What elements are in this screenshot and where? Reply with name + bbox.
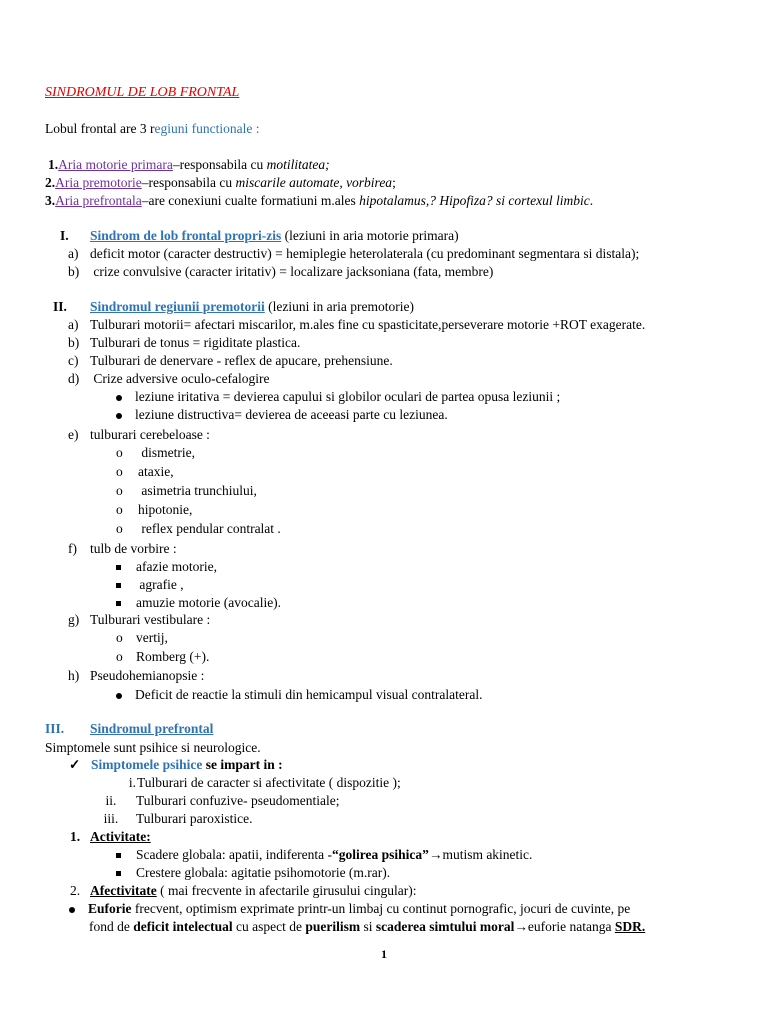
section-title[interactable]: Sindromul regiunii premotorii <box>90 299 265 314</box>
region-num: 1. <box>48 157 59 172</box>
circle-bullet: o <box>116 521 123 536</box>
check-icon: ✓ <box>69 757 81 772</box>
region-link[interactable]: Aria motorie primara <box>58 157 173 172</box>
intro-highlight: egiuni functionale <box>154 121 253 136</box>
sub-text: agrafie , <box>136 577 184 592</box>
sub-text: asimetria trunchiului, <box>138 483 257 498</box>
sub-item <box>116 520 281 538</box>
circle-bullet: o <box>116 445 123 460</box>
euforie-text: euforie natanga <box>527 919 615 934</box>
square-bullet-icon <box>116 565 121 570</box>
sub-text: dismetrie, <box>138 445 195 460</box>
item-label: a) <box>68 246 79 261</box>
region-link[interactable]: Aria premotorie <box>55 175 142 190</box>
circle-bullet: o <box>116 483 123 498</box>
sub-item <box>116 444 195 462</box>
sub-item <box>116 686 483 704</box>
page-number: 1 <box>381 947 387 961</box>
roman-item <box>93 810 252 828</box>
roman-label: ii. <box>105 793 117 808</box>
roman-label: i. <box>128 775 136 790</box>
psih-rest: se impart in : <box>202 757 283 772</box>
sub-item <box>116 482 257 500</box>
psih-title: Simptomele psihice <box>91 757 203 772</box>
item-text: Pseudohemianopsie : <box>90 668 205 683</box>
region-link[interactable]: Aria prefrontala <box>55 193 142 208</box>
euforie-bold: deficit intelectual <box>133 919 233 934</box>
afect-note: ( mai frecvente in afectarile girusului cingular): <box>156 883 417 898</box>
region-sep: –responsabila cu <box>172 157 267 172</box>
bullet-icon <box>69 907 75 913</box>
sub-item <box>116 846 532 864</box>
section-3-heading <box>45 720 213 738</box>
afect-num: 2. <box>70 883 81 898</box>
list-item <box>68 611 210 629</box>
circle-bullet: o <box>116 630 123 645</box>
region-end: ; <box>392 175 396 190</box>
activity-title: Activitate: <box>90 829 151 844</box>
list-item <box>68 263 493 281</box>
sub-text: Deficit de reactie la stimuli din hemicampul visual contralateral. <box>135 687 483 702</box>
section-num: I. <box>60 228 69 243</box>
region-3 <box>45 192 593 210</box>
sub-item <box>116 576 184 594</box>
activity-heading <box>70 828 151 846</box>
region-end: . <box>589 193 594 208</box>
euforie-bold: scaderea simtului moral <box>375 919 515 934</box>
square-bullet-icon <box>116 583 121 588</box>
item-text: Tulburari motorii= afectari miscarilor, m.ales fine cu spasticitate,perseverare motorie +ROT exagerate. <box>90 317 646 332</box>
sub-text: amuzie motorie (avocalie). <box>136 595 282 610</box>
checklist-item <box>69 756 283 774</box>
item-text: tulb de vorbire : <box>90 541 177 556</box>
sub-text: mutism akinetic. <box>442 847 533 862</box>
section-title[interactable]: Sindromul prefrontal <box>90 721 214 736</box>
item-label: c) <box>68 353 79 368</box>
list-item <box>68 245 639 263</box>
euforie-line-2 <box>89 918 645 936</box>
item-text: Crize adversive oculo-cefalogire <box>90 371 270 386</box>
region-sep: –are conexiuni cualte formatiuni m.ales <box>141 193 360 208</box>
list-item <box>68 540 177 558</box>
intro-end: : <box>252 121 260 136</box>
region-1 <box>48 156 330 174</box>
section-num: II. <box>53 299 67 314</box>
sub-text: vertij, <box>136 630 168 645</box>
item-text: deficit motor (caracter destructiv) = hemiplegie heterolaterala (cu predominant segmentara si distala); <box>90 246 640 261</box>
sub-text: Scadere globala: apatii, indiferenta - <box>136 847 333 862</box>
euforie-text: cu aspect de <box>232 919 306 934</box>
section-1-heading <box>60 227 459 245</box>
list-item <box>68 316 645 334</box>
sub-item <box>116 388 560 406</box>
square-bullet-icon <box>116 853 121 858</box>
afect-title: Afectivitate <box>90 883 157 898</box>
arrow-icon: → <box>428 847 443 862</box>
sub-text: leziune distructiva= devierea de aceeasi parte cu leziunea. <box>135 407 448 422</box>
afect-heading <box>70 882 416 900</box>
bullet-icon <box>116 395 122 401</box>
region-2 <box>45 174 396 192</box>
item-text: Tulburari de denervare - reflex de apucare, prehensiune. <box>90 353 393 368</box>
euforie-line-1 <box>68 900 630 918</box>
intro-line <box>45 120 259 138</box>
sub-item <box>116 463 174 481</box>
item-text: Tulburari de tonus = rigiditate plastica. <box>90 335 301 350</box>
bullet-icon <box>116 413 122 419</box>
circle-bullet: o <box>116 649 123 664</box>
item-label: b) <box>68 264 80 279</box>
euforie-bold: SDR. <box>614 919 646 934</box>
item-label: g) <box>68 612 80 627</box>
list-item <box>68 426 210 444</box>
region-num: 3. <box>45 193 56 208</box>
sub-text: afazie motorie, <box>136 559 217 574</box>
region-detail: miscarile automate, vorbirea <box>235 175 393 190</box>
section-note: (leziuni in aria motorie primara) <box>281 228 459 243</box>
item-text: tulburari cerebeloase : <box>90 427 210 442</box>
euforie-text: fond de <box>89 919 134 934</box>
list-item <box>68 370 270 388</box>
sub-text: reflex pendular contralat . <box>138 521 281 536</box>
euforie-text: frecvent, optimism exprimate printr-un limbaj cu continut pornografic, jocuri de cuvinte, pe <box>131 901 631 916</box>
section-2-heading <box>53 298 414 316</box>
square-bullet-icon <box>116 871 121 876</box>
sub-item <box>116 501 192 519</box>
activity-num: 1. <box>70 829 81 844</box>
sub-text: hipotonie, <box>138 502 193 517</box>
circle-bullet: o <box>116 502 123 517</box>
item-label: b) <box>68 335 80 350</box>
sub-text: ataxie, <box>138 464 174 479</box>
arrow-icon: → <box>514 919 528 934</box>
item-text: Tulburari vestibulare : <box>90 612 211 627</box>
circle-bullet: o <box>116 464 123 479</box>
sub-item <box>116 648 209 666</box>
sub-text: leziune iritativa = devierea capului si globilor oculari de partea opusa leziunii ; <box>135 389 561 404</box>
sub-text: Romberg (+). <box>136 649 210 664</box>
section-note: (leziuni in aria premotorie) <box>264 299 414 314</box>
intro-text: Lobul frontal are 3 r <box>45 121 155 136</box>
region-sep: –responsabila cu <box>141 175 236 190</box>
section-num: III. <box>45 721 65 736</box>
list-item <box>68 334 300 352</box>
roman-label: iii. <box>103 811 119 826</box>
roman-text: Tulburari confuzive- pseudomentiale; <box>136 793 340 808</box>
sub-text: Crestere globala: agitatie psihomotorie (m.rar). <box>136 865 391 880</box>
euforie-text: si <box>360 919 376 934</box>
item-label: h) <box>68 668 80 683</box>
roman-text: Tulburari de caracter si afectivitate ( dispozitie ); <box>137 775 401 790</box>
section-3-intro: Simptomele sunt psihice si neurologice. <box>45 740 261 755</box>
euforie-bold: Euforie <box>88 901 132 916</box>
list-item <box>68 352 393 370</box>
roman-text: Tulburari paroxistice. <box>136 811 253 826</box>
sub-item <box>116 629 168 647</box>
item-label: d) <box>68 371 80 386</box>
sub-item <box>116 558 217 576</box>
item-text: crize convulsive (caracter iritativ) = localizare jacksoniana (fata, membre) <box>90 264 494 279</box>
region-detail: motilitatea; <box>266 157 330 172</box>
list-item <box>68 667 204 685</box>
item-label: f) <box>68 541 77 556</box>
section-title[interactable]: Sindrom de lob frontal propri-zis <box>90 228 282 243</box>
item-label: e) <box>68 427 79 442</box>
sub-item <box>116 594 281 612</box>
item-label: a) <box>68 317 79 332</box>
euforie-bold: puerilism <box>305 919 361 934</box>
sub-item <box>116 864 390 882</box>
square-bullet-icon <box>116 601 121 606</box>
document-title: SINDROMUL DE LOB FRONTAL <box>45 85 240 100</box>
roman-item <box>93 792 339 810</box>
roman-item <box>101 774 401 792</box>
sub-bold: “golirea psihica” <box>332 847 429 862</box>
bullet-icon <box>116 693 122 699</box>
region-detail: hipotalamus,? Hipofiza? si cortexul limbic <box>359 193 590 208</box>
region-num: 2. <box>45 175 56 190</box>
sub-item <box>116 406 448 424</box>
